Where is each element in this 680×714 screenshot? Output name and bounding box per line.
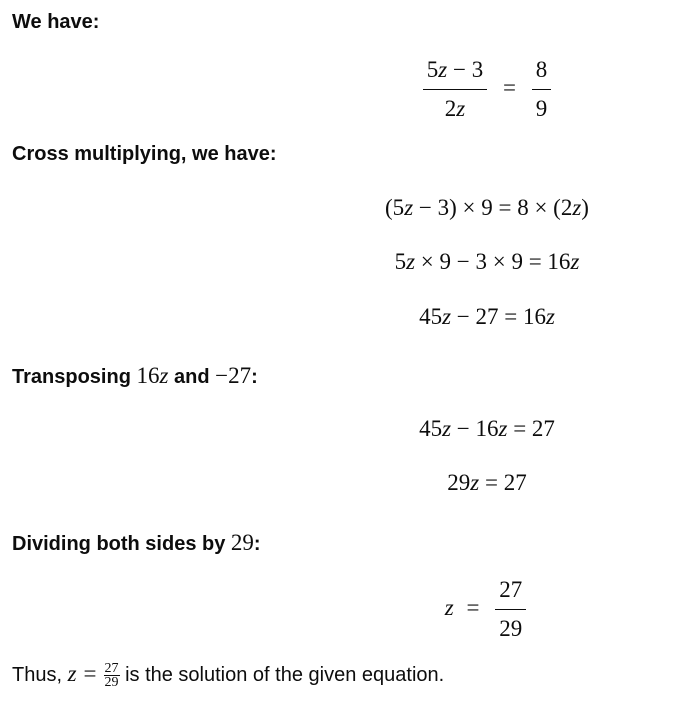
given-lhs-numerator: 5z − 3: [423, 56, 487, 90]
dividing-label: [12, 531, 261, 556]
conclusion-variable: z: [67, 661, 77, 686]
conclusion-suffix: is the solution of the given equation.: [119, 664, 445, 686]
given-lhs-fraction: [423, 56, 487, 123]
transpose-step-2: 29z = 27: [447, 470, 527, 495]
conclusion-numerator: 27: [104, 661, 119, 677]
transpose-step-1: 45z − 16z = 27: [419, 416, 555, 441]
transposing-term-1-coefficient: 16: [136, 363, 160, 388]
cross-step-1: (5z − 3) × 9 = 8 × (2z): [385, 195, 589, 220]
given-rhs-fraction: [532, 56, 552, 123]
result-fraction: [495, 576, 526, 643]
transposing-label: [12, 364, 258, 389]
dividing-prefix: Dividing both sides by: [12, 533, 231, 555]
equals-sign: =: [502, 74, 516, 100]
transposing-term-1-variable: z: [159, 363, 169, 388]
conclusion-equals-sign: =: [83, 661, 97, 686]
cross-step-2: 5z × 9 − 3 × 9 = 16z: [394, 249, 580, 274]
transposing-prefix: Transposing: [12, 366, 137, 388]
conclusion-fraction: [104, 662, 120, 689]
conclusion-denominator: 29: [104, 675, 119, 691]
transposing-colon: :: [251, 366, 258, 388]
result-numerator: 27: [495, 576, 526, 610]
given-rhs-denominator: 9: [535, 96, 548, 121]
equals-sign: =: [466, 594, 480, 620]
transposing-term-1: [136, 363, 168, 388]
conclusion-sentence: [12, 660, 444, 689]
result-equation: [0, 576, 680, 643]
transposing-and: and: [168, 366, 216, 388]
dividing-number: 29: [230, 530, 254, 555]
conclusion-prefix: Thus,: [12, 664, 68, 686]
cross-step-3: 45z − 27 = 16z: [419, 304, 555, 329]
given-rhs-numerator: 8: [532, 56, 552, 90]
intro-label: We have:: [12, 11, 100, 33]
cross-multiplying-label: Cross multiplying, we have:: [12, 143, 277, 165]
dividing-colon: :: [253, 533, 261, 555]
transposing-term-2: −27: [215, 363, 252, 388]
given-equation: [0, 56, 680, 123]
result-denominator: 29: [499, 616, 523, 641]
given-lhs-denominator: 2z: [444, 96, 466, 121]
result-variable: z: [444, 594, 454, 620]
